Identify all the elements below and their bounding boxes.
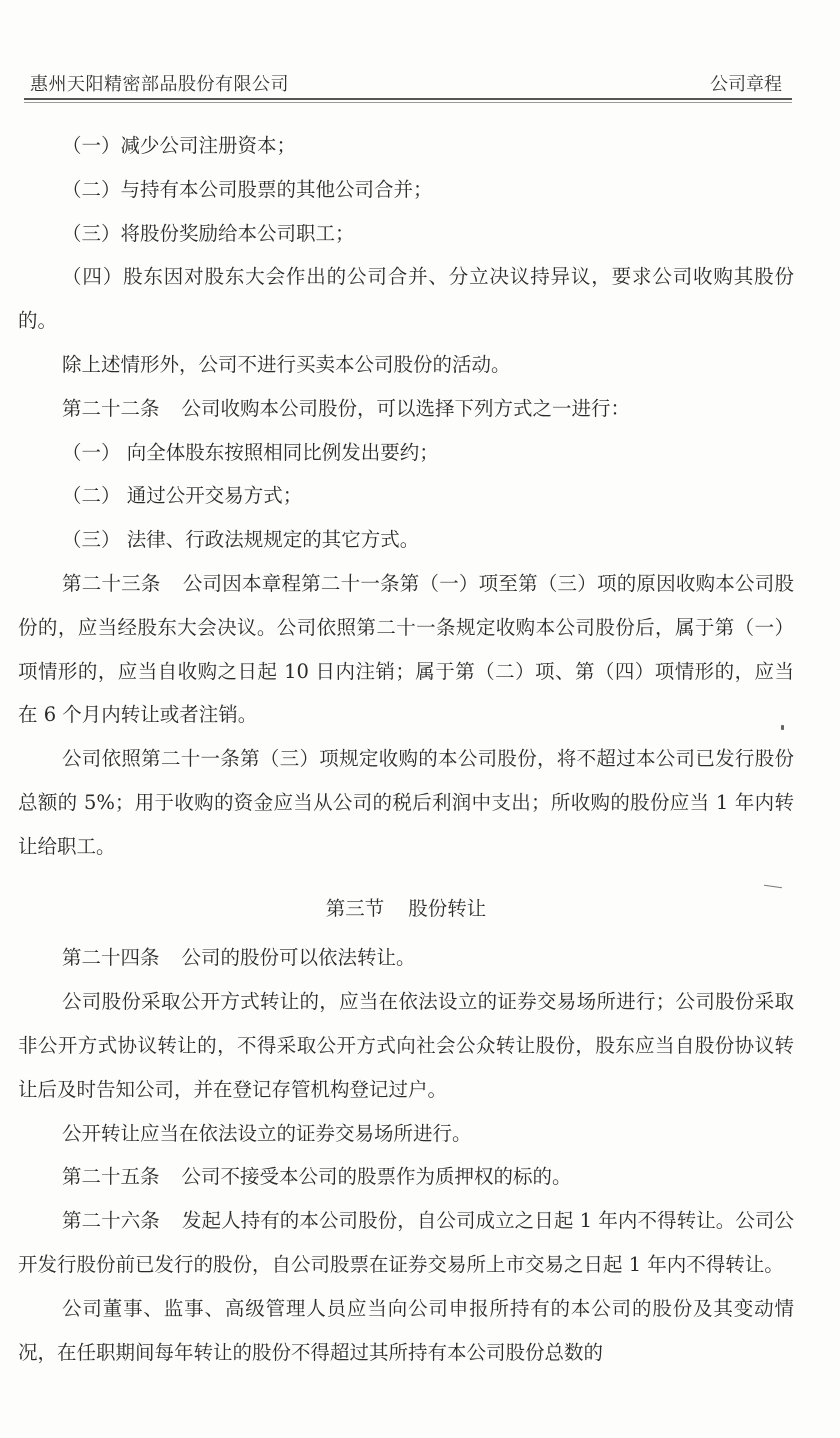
header-rule: [24, 98, 792, 100]
article-26: [18, 1199, 794, 1287]
paragraph: 公开转让应当在依法设立的证券交易场所进行。: [62, 1121, 472, 1145]
document-body: [18, 124, 794, 1374]
list-item: （三）将股份奖励给本公司职工；: [62, 221, 355, 245]
list-item: （四）股东因对股东大会作出的公司合并、分立决议持异议，要求公司收购其股份的。: [18, 265, 794, 333]
scan-speck: [781, 725, 784, 730]
section-title: 股份转让: [408, 896, 487, 920]
section-heading: [18, 887, 794, 931]
article-text: 公司的股份可以依法转让。: [181, 946, 416, 970]
article-23: [18, 562, 794, 737]
paragraph: 公司股份采取公开方式转让的，应当在依法设立的证券交易场所进行；公司股份采取非公开方式协议转让的，不得采取公开方式向社会公众转让股份，股东应当自股份协议转让后及时告知公司，并在登记存管机构登记过户。: [18, 990, 794, 1101]
list-item: （二） 通过公开交易方式；: [62, 484, 303, 508]
article-text: 公司收购本公司股份，可以选择下列方式之一进行：: [181, 396, 631, 420]
paragraph: 公司董事、监事、高级管理人员应当向公司申报所持有的本公司的股份及其变动情况，在任职期间每年转让的股份不得超过其所持有本公司股份总数的: [18, 1296, 794, 1364]
article-24: [18, 936, 794, 980]
section-label: 第三节: [325, 896, 385, 920]
paragraph: 除上述情形外，公司不进行买卖本公司股份的活动。: [62, 352, 511, 376]
article-text: 公司因本章程第二十一条第（一）项至第（三）项的原因收购本公司股份的，应当经股东大会决议。公司依照第二十一条规定收购本公司股份后，属于第（一）项情形的，应当自收购之日起 10 日内注销；属于第（二）项、第（四）项情形的，应当在 6 个月内转让或者注销。: [18, 571, 794, 727]
list-item: （一） 向全体股东按照相同比例发出要约；: [62, 440, 439, 464]
list-item: （一）减少公司注册资本；: [62, 134, 297, 157]
paragraph: 公司依照第二十一条第（三）项规定收购的本公司股份，将不超过本公司已发行股份总额的 5%；用于收购的资金应当从公司的税后利润中支出；所收购的股份应当 1 年内转让给职工。: [18, 747, 794, 858]
article-label: 第二十六条: [62, 1209, 160, 1233]
article-label: 第二十四条: [62, 946, 160, 970]
article-label: 第二十五条: [62, 1165, 160, 1189]
header-rule-thin: [24, 102, 792, 103]
article-text: 发起人持有的本公司股份，自公司成立之日起 1 年内不得转让。公司公开发行股份前已发行的股份，自公司股票在证券交易所上市交易之日起 1 年内不得转让。: [18, 1209, 794, 1276]
company-name: 惠州天阳精密部品股份有限公司: [30, 74, 289, 95]
page-header: [24, 70, 792, 100]
list-item: （三） 法律、行政法规规定的其它方式。: [62, 528, 420, 552]
article-label: 第二十三条: [62, 571, 161, 595]
article-text: 公司不接受本公司的股票作为质押权的标的。: [181, 1165, 572, 1189]
article-label: 第二十二条: [62, 396, 160, 420]
article-22: [18, 387, 794, 431]
document-title: 公司章程: [710, 74, 782, 95]
article-25: [18, 1155, 794, 1199]
list-item: （二）与持有本公司股票的其他公司合并；: [62, 177, 433, 201]
